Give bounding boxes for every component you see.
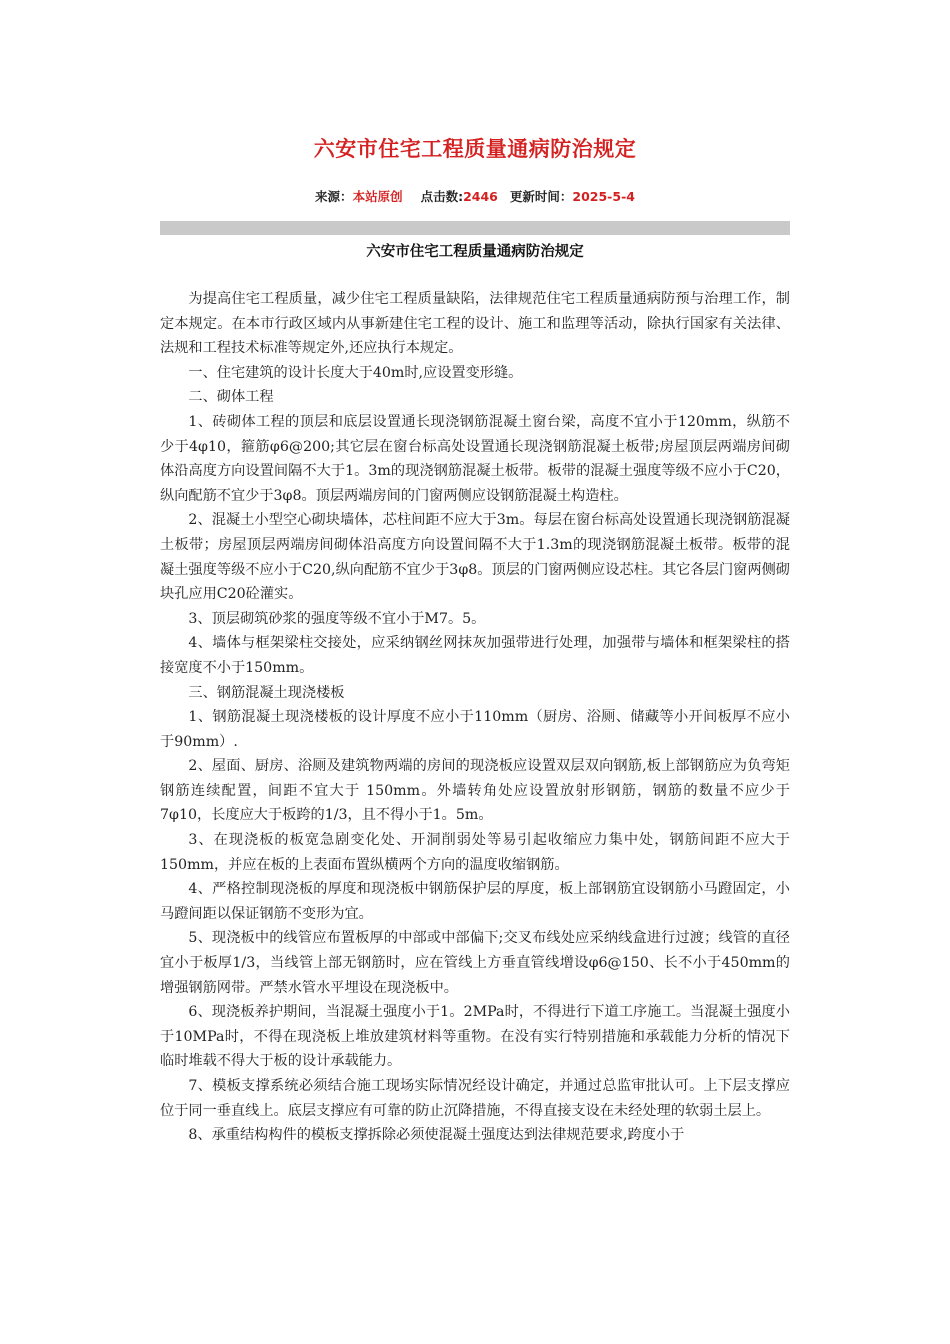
header-divider	[160, 221, 790, 235]
source-label: 来源：	[315, 189, 353, 204]
paragraph: 3、在现浇板的板宽急剧变化处、开洞削弱处等易引起收缩应力集中处，钢筋间距不应大于150mm，并应在板的上表面布置纵横两个方向的温度收缩钢筋。	[160, 832, 790, 873]
paragraph: 3、顶层砌筑砂浆的强度等级不宜小于M7。5。	[188, 610, 486, 627]
source-value: 本站原创	[352, 189, 403, 204]
paragraph: 2、混凝土小型空心砌块墙体，芯柱间距不应大于3m。每层在窗台标高处设置通长现浇钢筋混凝土板带；房屋顶层两端房间砌体沿高度方向设置间隔不大于1.3m的现浇钢筋混凝土板带。板带的混凝土强度等级不应小于C20,纵向配筋不宜少于3φ8。顶层的门窗两侧应设芯柱。其它各层门窗两侧砌块孔应用C20砼灌实。	[160, 512, 790, 603]
paragraph: 8、承重结构构件的模板支撑拆除必须使混凝土强度达到法律规范要求,跨度小于	[188, 1127, 685, 1144]
paragraph: 6、现浇板养护期间，当混凝土强度小于1。2MPa时，不得进行下道工序施工。当混凝土强度小于10MPa时，不得在现浇板上堆放建筑材料等重物。在没有实行特别措施和承载能力分析的情况下临时堆载不得大于板的设计承载能力。	[160, 1004, 790, 1070]
paragraph: 1、砖砌体工程的顶层和底层设置通长现浇钢筋混凝土窗台梁，高度不宜小于120mm，纵筋不少于4φ10，箍筋φ6@200;其它层在窗台标高处设置通长现浇钢筋混凝土板带;房屋顶层两端房间砌体沿高度方向设置间隔不大于1。3m的现浇钢筋混凝土板带。板带的混凝土强度等级不应小于C20，纵向配筋不宜少于3φ8。顶层两端房间的门窗两侧应设钢筋混凝土构造柱。	[160, 413, 790, 504]
paragraph: 4、严格控制现浇板的厚度和现浇板中钢筋保护层的厚度，板上部钢筋宜设钢筋小马蹬固定，小马蹬间距以保证钢筋不变形为宜。	[160, 881, 790, 922]
paragraph: 为提高住宅工程质量，减少住宅工程质量缺陷，法律规范住宅工程质量通病防预与治理工作，制定本规定。在本市行政区域内从事新建住宅工程的设计、施工和监理等活动，除执行国家有关法律、法规和工程技术标准等规定外,还应执行本规定。	[160, 291, 790, 357]
paragraph: 2、屋面、厨房、浴厕及建筑物两端的房间的现浇板应设置双层双向钢筋,板上部钢筋应为负弯矩钢筋连续配置，间距不宜大于 150mm。外墙转角处应设置放射形钢筋，钢筋的数量不应少于7φ10，长度应大于板跨的1/3，且不得小于1。5m。	[160, 758, 790, 824]
updated-label: 更新时间：	[509, 189, 573, 204]
section-heading: 三、钢筋混凝土现浇楼板	[188, 684, 345, 701]
article-meta	[0, 187, 950, 205]
article-body	[160, 287, 790, 1148]
paragraph: 7、模板支撑系统必须结合施工现场实际情况经设计确定，并通过总监审批认可。上下层支撑应位于同一垂直线上。底层支撑应有可靠的防止沉降措施，不得直接支设在未经处理的软弱土层上。	[160, 1078, 790, 1119]
paragraph: 1、钢筋混凝土现浇楼板的设计厚度不应小于110mm（厨房、浴厕、储藏等小开间板厚不应小于90mm）.	[160, 709, 790, 750]
article-heading: 六安市住宅工程质量通病防治规定	[366, 244, 584, 260]
paragraph: 4、墙体与框架梁柱交接处，应采纳钢丝网抹灰加强带进行处理，加强带与墙体和框架梁柱的搭接宽度不小于150mm。	[160, 635, 790, 676]
clicks-value: 2446	[463, 189, 498, 204]
page-title: 六安市住宅工程质量通病防治规定	[313, 137, 637, 161]
paragraph: 一、住宅建筑的设计长度大于40m时,应设置变形缝。	[188, 364, 523, 381]
clicks-label: 点击数:	[420, 189, 464, 204]
paragraph: 5、现浇板中的线管应布置板厚的中部或中部偏下;交叉布线处应采纳线盒进行过渡；线管的直径宜小于板厚1/3，当线管上部无钢筋时，应在管线上方垂直管线增设φ6@150、长不小于450mm的增强钢筋网带。严禁水管水平埋设在现浇板中。	[160, 930, 790, 996]
updated-value: 2025-5-4	[572, 189, 635, 204]
section-heading: 二、砌体工程	[188, 389, 274, 406]
